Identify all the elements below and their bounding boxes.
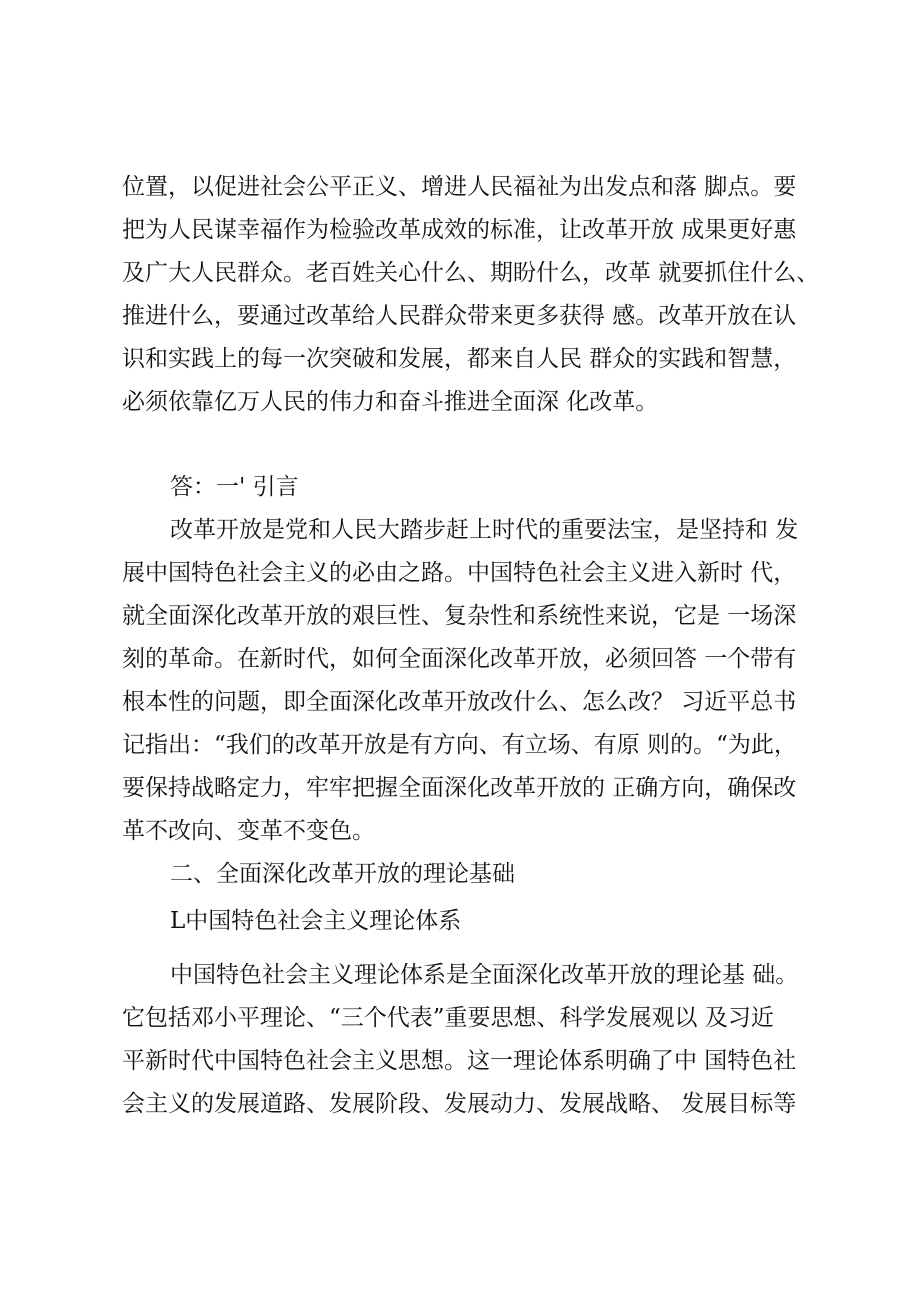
- paragraph-1-line-1: 位置，以促进社会公平正义、增进人民福祉为出发点和落 脚点。要: [122, 174, 797, 200]
- paragraph-1-line-4: 推进什么，要通过改革给人民群众带来更多获得 感。改革开放在认: [122, 303, 797, 329]
- paragraph-3-line-3: 平新时代中国特色社会主义思想。这一理论体系明确了中 国特色社: [122, 1048, 797, 1074]
- paragraph-2-line-8: 革不改向、变革不变色。: [122, 818, 375, 844]
- paragraph-1-line-6: 必须依靠亿万人民的伟力和奋斗推进全面深 化改革。: [122, 389, 659, 415]
- paragraph-2-line-7: 要保持战略定力，牢牢把握全面深化改革开放的 正确方向，确保改: [122, 775, 797, 801]
- paragraph-2-line-2: 展中国特色社会主义的必由之路。中国特色社会主义进入新时 代，: [122, 560, 797, 586]
- paragraph-2-line-1: 改革开放是党和人民大踏步赶上时代的重要法宝，是坚持和 发: [170, 517, 799, 543]
- paragraph-3-line-2: 它包括邓小平理论、“三个代表”重要思想、科学发展观以 及习近: [122, 1005, 774, 1031]
- paragraph-1-line-3: 及广大人民群众。老百姓关心什么、期盼什么，改革 就要抓住什么、: [122, 260, 820, 286]
- paragraph-1-line-5: 识和实践上的每一次突破和发展，都来自人民 群众的实践和智慧，: [122, 346, 797, 372]
- paragraph-3-line-1: 中国特色社会主义理论体系是全面深化改革开放的理论基 础。: [170, 962, 799, 988]
- paragraph-2-line-5: 根本性的问题，即全面深化改革开放改什么、怎么改？ 习近平总书: [122, 689, 797, 715]
- paragraph-2-line-4: 刻的革命。在新时代，如何全面深化改革开放，必须回答 一个带有: [122, 646, 797, 672]
- subsection-1-heading: L中国特色社会主义理论体系: [170, 908, 462, 934]
- paragraph-1-line-2: 把为人民谋幸福作为检验改革成效的标准，让改革开放 成果更好惠: [122, 217, 797, 243]
- answer-heading: 答：一' 引言: [170, 474, 299, 500]
- paragraph-2-line-6: 记指出：“我们的改革开放是有方向、有立场、有原 则的。“为此，: [122, 732, 797, 758]
- section-2-heading: 二、全面深化改革开放的理论基础: [170, 861, 515, 887]
- paragraph-3-line-4: 会主义的发展道路、发展阶段、发展动力、发展战略、 发展目标等: [122, 1091, 797, 1117]
- paragraph-2-line-3: 就全面深化改革开放的艰巨性、复杂性和系统性来说，它是 一场深: [122, 603, 797, 629]
